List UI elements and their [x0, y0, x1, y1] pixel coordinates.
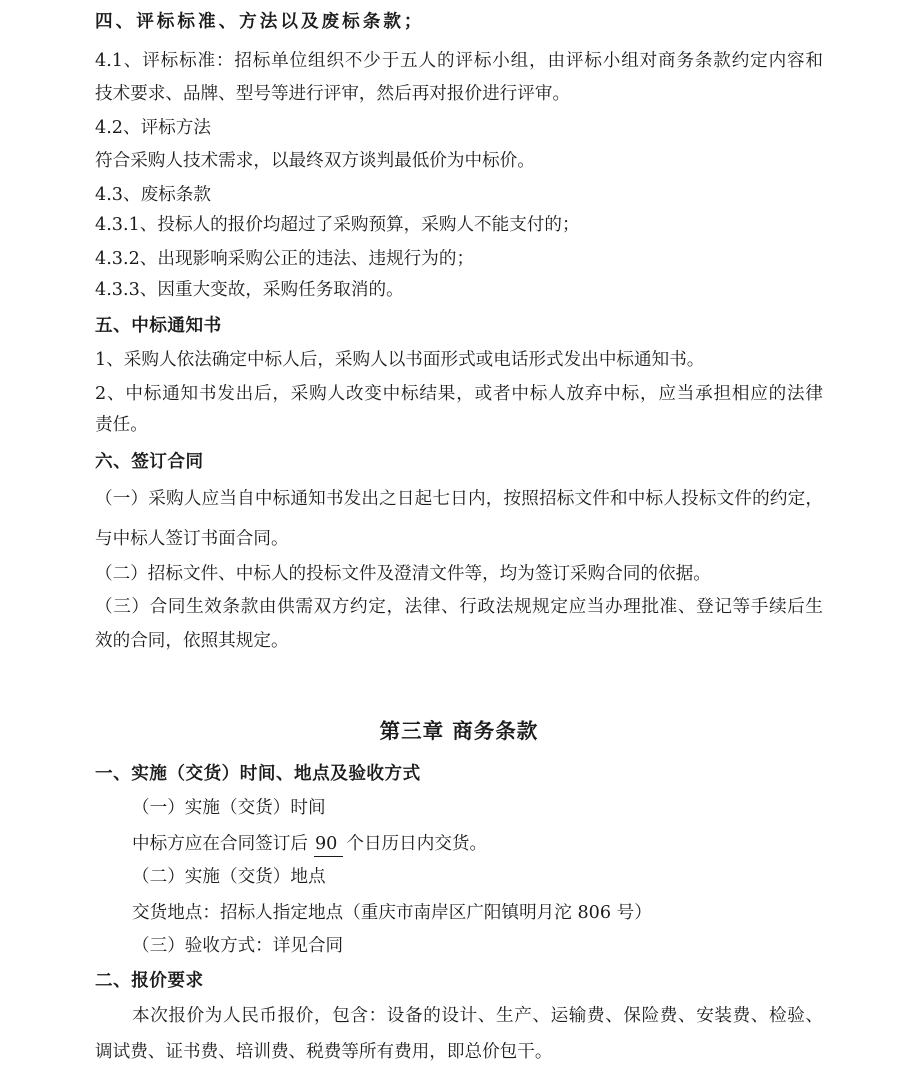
- delivery-time-prefix: 中标方应在合同签订后: [132, 833, 308, 854]
- para-6-1-line-1: （一）采购人应当自中标通知书发出之日起七日内，按照招标文件和中标人投标文件的约定，: [95, 489, 823, 509]
- heading-section-six: 六、签订合同: [95, 450, 204, 472]
- para-6-3-line-1: （三）合同生效条款由供需双方约定，法律、行政法规规定应当办理批准、登记等手续后生: [95, 596, 823, 617]
- para-4-1-line-1: 4.1、评标标准：招标单位组织不少于五人的评标小组，由评标小组对商务条款约定内容和: [95, 50, 823, 71]
- heading-section-five: 五、中标通知书: [95, 314, 222, 336]
- para-delivery-place: 交货地点：招标人指定地点（重庆市南岸区广阳镇明月沱 806 号）: [132, 902, 652, 923]
- heading-ch3-section-two: 二、报价要求: [95, 969, 204, 991]
- para-4-3-2: 4.3.2、出现影响采购公正的违法、违规行为的；: [95, 248, 475, 269]
- item-delivery-place-label: （二）实施（交货）地点: [132, 867, 326, 887]
- para-4-3-1: 4.3.1、投标人的报价均超过了采购预算，采购人不能支付的；: [95, 215, 580, 235]
- para-quotation-line-2: 调试费、证书费、培训费、税费等所有费用，即总价包干。: [95, 1041, 553, 1062]
- para-6-2: （二）招标文件、中标人的投标文件及澄清文件等，均为签订采购合同的依据。: [95, 564, 711, 584]
- para-4-1-line-2: 技术要求、品牌、型号等进行评审，然后再对报价进行评审。: [95, 84, 571, 104]
- para-6-1-line-2: 与中标人签订书面合同。: [95, 528, 289, 549]
- subheading-4-2: 4.2、评标方法: [95, 117, 211, 138]
- para-5-2-line-1: 2、中标通知书发出后，采购人改变中标结果，或者中标人放弃中标，应当承担相应的法律: [95, 383, 823, 404]
- chapter-three-title: 第三章 商务条款: [379, 718, 539, 743]
- para-6-3-line-2: 效的合同，依照其规定。: [95, 631, 289, 651]
- heading-section-four: 四、评标标准、方法以及废标条款；: [95, 11, 425, 32]
- subheading-4-3: 4.3、废标条款: [95, 184, 211, 205]
- delivery-days-underlined: 90: [314, 834, 343, 857]
- delivery-time-suffix: 个日历日内交货。: [346, 833, 488, 854]
- heading-ch3-section-one: 一、实施（交货）时间、地点及验收方式: [95, 762, 421, 784]
- item-delivery-time-label: （一）实施（交货）时间: [132, 798, 326, 818]
- para-delivery-time: [95, 828, 823, 862]
- para-5-2-line-2: 责任。: [95, 415, 148, 435]
- para-quotation-line-1: 本次报价为人民币报价，包含：设备的设计、生产、运输费、保险费、安装费、检验、: [132, 1006, 823, 1026]
- para-4-2: 符合采购人技术需求，以最终双方谈判最低价为中标价。: [95, 151, 535, 171]
- item-acceptance-method: （三）验收方式：详见合同: [132, 936, 344, 956]
- para-5-1: 1、采购人依法确定中标人后，采购人以书面形式或电话形式发出中标通知书。: [95, 350, 705, 370]
- para-4-3-3: 4.3.3、因重大变故，采购任务取消的。: [95, 280, 404, 300]
